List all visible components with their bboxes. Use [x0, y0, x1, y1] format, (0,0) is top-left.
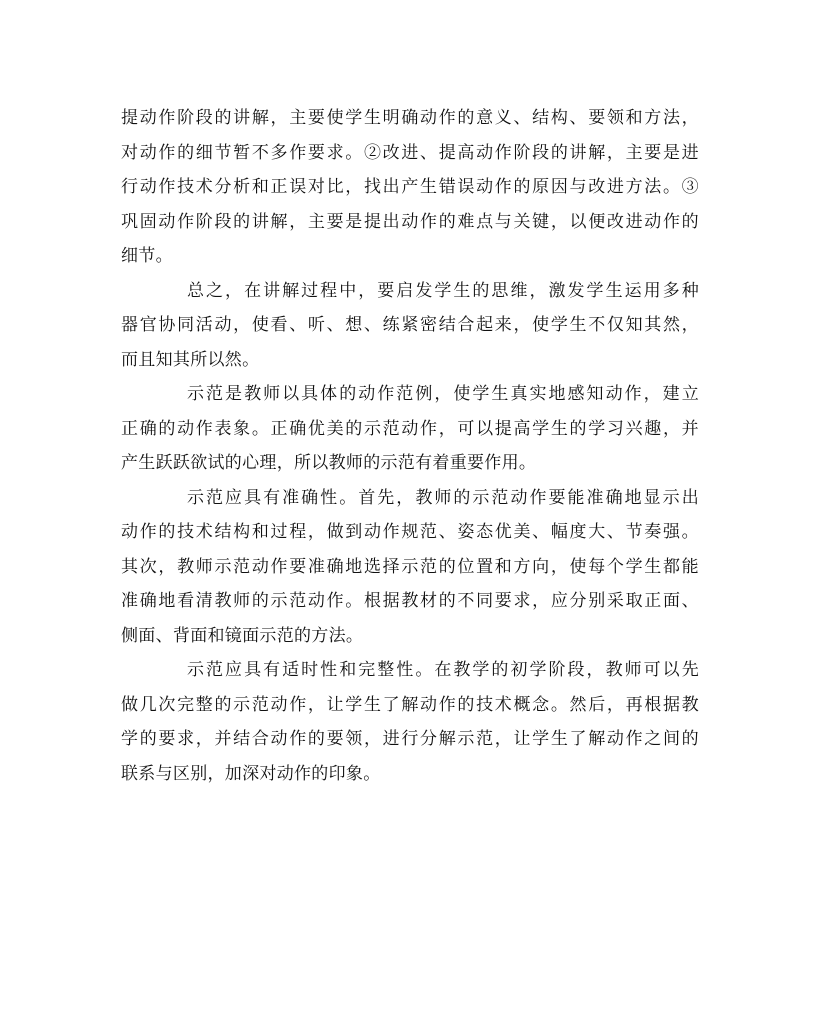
text-line: 示范是教师以具体的动作范例，使学生真实地感知动作，建立 [187, 384, 699, 404]
text-line: 行动作技术分析和正误对比，找出产生错误动作的原因与改进方法。③ [121, 177, 699, 197]
text-line: 动作的技术结构和过程，做到动作规范、姿态优美、幅度大、节奏强。 [121, 522, 699, 542]
text-line: 器官协同活动，使看、听、想、练紧密结合起来，使学生不仅知其然， [121, 315, 699, 335]
text-line: 做几次完整的示范动作，让学生了解动作的技术概念。然后，再根据教 [121, 694, 699, 715]
text-line: 联系与区别，加深对动作的印象。 [121, 763, 381, 784]
paragraph-5 [121, 653, 699, 791]
document-body [121, 101, 699, 791]
text-line: 巩固动作阶段的讲解，主要是提出动作的难点与关键，以便改进动作的 [121, 211, 699, 232]
paragraph-3 [121, 377, 699, 481]
paragraph-1 [121, 101, 699, 274]
text-line: 对动作的细节暂不多作要求。②改进、提高动作阶段的讲解，主要是进 [121, 142, 699, 163]
text-line: 细节。 [121, 246, 173, 266]
text-line: 总之，在讲解过程中，要启发学生的思维，激发学生运用多种 [187, 280, 699, 301]
paragraph-4 [121, 481, 699, 654]
text-line: 而且知其所以然。 [121, 349, 260, 370]
text-line: 示范应具有适时性和完整性。在教学的初学阶段，教师可以先 [187, 660, 699, 680]
text-line: 产生跃跃欲试的心理，所以教师的示范有着重要作用。 [121, 453, 537, 473]
text-line: 示范应具有准确性。首先，教师的示范动作要能准确地显示出 [187, 487, 699, 508]
paragraph-2 [121, 274, 699, 378]
text-line: 学的要求，并结合动作的要领，进行分解示范，让学生了解动作之间的 [121, 729, 699, 749]
text-line: 提动作阶段的讲解，主要使学生明确动作的意义、结构、要领和方法， [121, 108, 699, 128]
text-line: 侧面、背面和镜面示范的方法。 [121, 625, 364, 646]
text-line: 准确地看清教师的示范动作。根据教材的不同要求，应分别采取正面、 [121, 591, 699, 611]
text-line: 正确的动作表象。正确优美的示范动作，可以提高学生的学习兴趣，并 [121, 418, 699, 439]
text-line: 其次，教师示范动作要准确地选择示范的位置和方向，使每个学生都能 [121, 556, 699, 577]
